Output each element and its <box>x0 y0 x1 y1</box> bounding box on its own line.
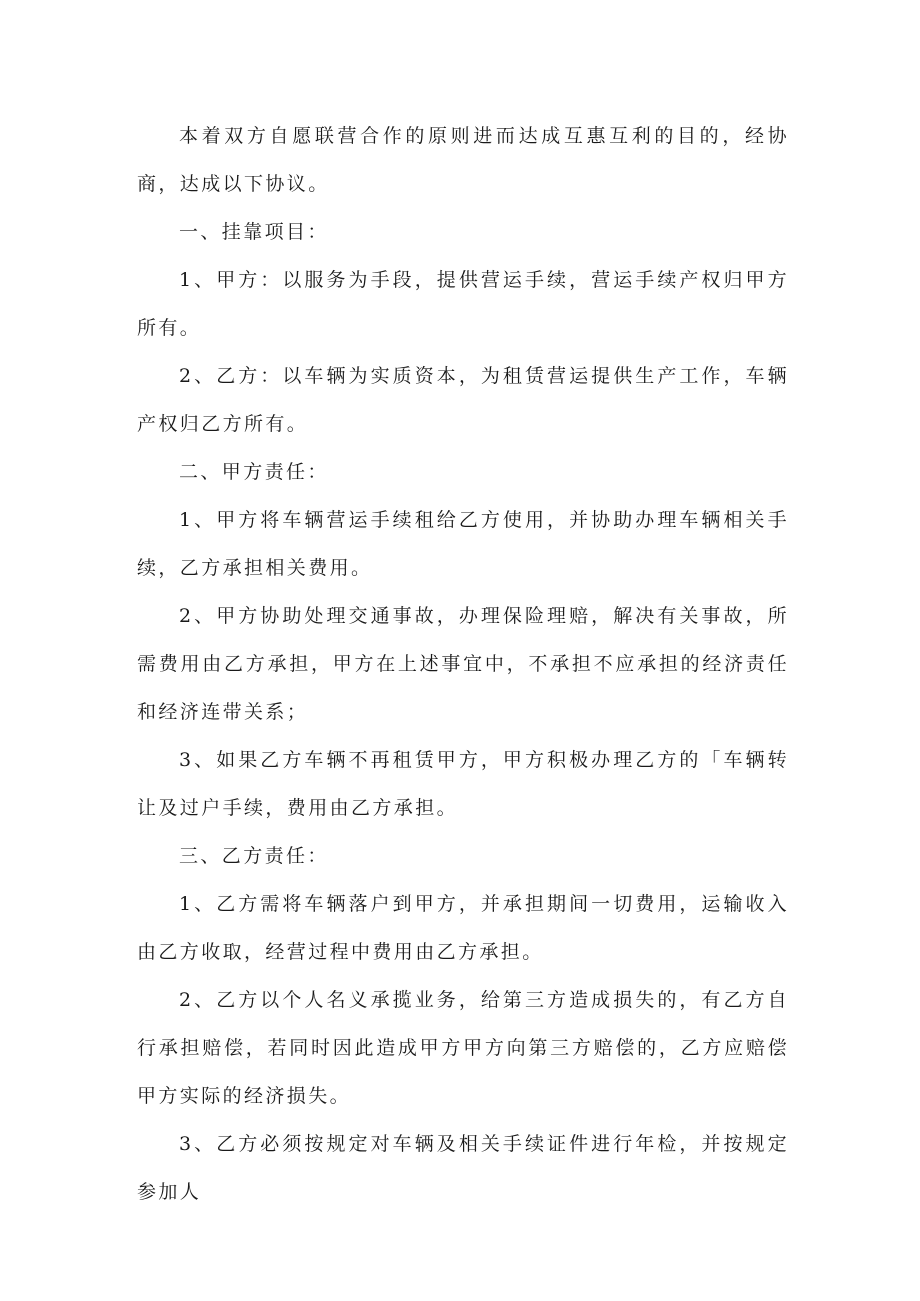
section-heading-party-b: 三、乙方责任： <box>179 845 329 867</box>
paragraph-project-2: 2、乙方：以车辆为实质资本，为租赁营运提供生产工作，车辆产权归乙方所有。 <box>137 365 789 435</box>
paragraph-party-b-2: 2、乙方以个人名义承揽业务，给第三方造成损失的，有乙方自行承担赔偿，若同时因此造成甲方甲方向第三方赔偿的，乙方应赔偿甲方实际的经济损失。 <box>137 989 789 1107</box>
paragraph-party-a-3: 3、如果乙方车辆不再租赁甲方，甲方积极办理乙方的「车辆转让及过户手续，费用由乙方承担。 <box>137 749 789 819</box>
paragraph-party-a-2: 2、甲方协助处理交通事故，办理保险理赔，解决有关事故，所需费用由乙方承担，甲方在上述事宜中，不承担不应承担的经济责任和经济连带关系； <box>137 605 789 723</box>
paragraph-intro: 本着双方自愿联营合作的原则进而达成互惠互利的目的，经协商，达成以下协议。 <box>137 125 789 195</box>
paragraph-project-1: 1、甲方：以服务为手段，提供营运手续，营运手续产权归甲方所有。 <box>137 269 789 339</box>
paragraph-party-b-3: 3、乙方必须按规定对车辆及相关手续证件进行年检，并按规定参加人 <box>137 1133 789 1203</box>
section-heading-party-a: 二、甲方责任： <box>179 461 329 483</box>
paragraph-party-a-1: 1、甲方将车辆营运手续租给乙方使用，并协助办理车辆相关手续，乙方承担相关费用。 <box>137 509 789 579</box>
paragraph-party-b-1: 1、乙方需将车辆落户到甲方，并承担期间一切费用，运输收入由乙方收取，经营过程中费用由乙方承担。 <box>137 893 789 963</box>
document-body <box>137 112 789 1216</box>
section-heading-project: 一、挂靠项目： <box>179 221 329 243</box>
